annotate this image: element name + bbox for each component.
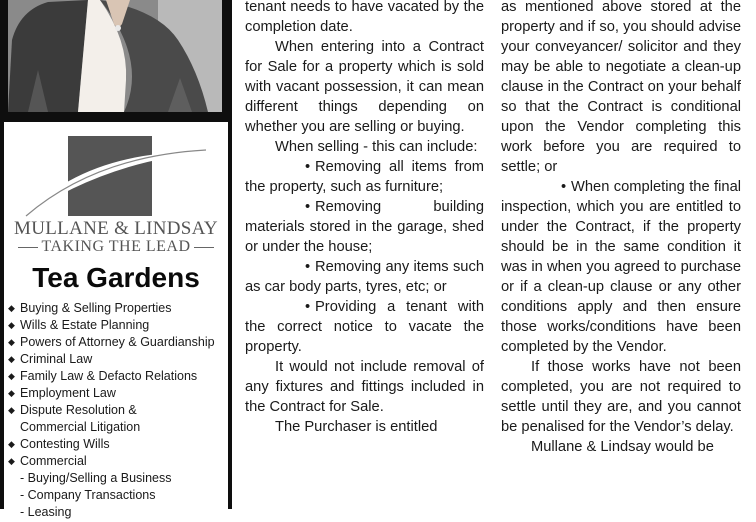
bullet-paragraph <box>245 197 484 257</box>
portrait-image <box>8 0 222 112</box>
article-paragraph <box>501 0 741 177</box>
bullet-paragraph <box>245 157 484 197</box>
service-item <box>8 419 215 436</box>
service-item <box>8 368 215 385</box>
service-label: Criminal Law <box>20 352 93 366</box>
service-label: Family Law & Defacto Relations <box>20 369 198 383</box>
article-column-2 <box>501 0 741 457</box>
diamond-bullet-icon: ◆ <box>8 337 15 347</box>
service-label: Buying & Selling Properties <box>20 301 172 315</box>
diamond-bullet-icon: ◆ <box>8 405 15 415</box>
bullet-paragraph <box>245 257 484 297</box>
paragraph-text: It would not include removal of any fixtures and fittings included in the Contract for Sale. <box>245 359 484 415</box>
service-item <box>8 402 215 419</box>
paragraph-text: Mullane & Lindsay would be <box>531 439 714 455</box>
diamond-bullet-icon: ◆ <box>8 456 15 466</box>
office-location: Tea Gardens <box>32 262 200 293</box>
law-firm-ad <box>4 122 228 522</box>
service-item <box>8 317 215 334</box>
article-paragraph <box>501 357 741 437</box>
service-label: Commercial <box>20 454 87 468</box>
service-item <box>8 487 215 504</box>
paragraph-text: Removing any items such as car body parts, tyres, etc; or <box>245 259 484 295</box>
article-column-1 <box>245 0 484 437</box>
article-paragraph <box>501 437 741 457</box>
bullet-icon: • <box>561 179 567 195</box>
diamond-bullet-icon: ◆ <box>8 303 15 313</box>
paragraph-text: The Purchaser is entitled <box>275 419 438 435</box>
service-label: Dispute Resolution & <box>20 403 137 417</box>
service-item <box>8 470 215 487</box>
paragraph-text: When completing the final inspection, which you are entitled to under the Contract, if the property should be in the same condition it was in when you agreed to purchase or if a clean-up clause or any other conditions apply and then ensure those works/conditions have been completed by the Vendor. <box>501 179 741 355</box>
service-label: Contesting Wills <box>20 437 110 451</box>
service-label: Employment Law <box>20 386 116 400</box>
paragraph-text: tenant needs to have vacated by the completion date. <box>245 0 484 35</box>
service-label: - Buying/Selling a Business <box>20 471 172 485</box>
bullet-icon: • <box>305 299 311 315</box>
service-label: - Company Transactions <box>20 488 156 502</box>
article-paragraph <box>245 137 484 157</box>
firm-logo-icon <box>16 130 216 220</box>
advertisement-sidebar <box>0 0 232 519</box>
service-item <box>8 300 215 317</box>
tagline-rule-right <box>194 247 214 248</box>
paragraph-text: as mentioned above stored at the property and if so, you should advise your conveyancer/ solicitor and they may be able to negotiate a clean-up clause in the Contract on your behalf so that the Contract is conditional upon the Vendor completing this work before you are required to settle; or <box>501 0 741 175</box>
tagline-rule-left <box>18 247 38 248</box>
service-label: Commercial Litigation <box>20 420 141 434</box>
diamond-bullet-icon: ◆ <box>8 371 15 381</box>
diamond-bullet-icon: ◆ <box>8 320 15 330</box>
bullet-icon: • <box>305 259 311 275</box>
paragraph-text: Removing building materials stored in the garage, shed or under the house; <box>245 199 484 255</box>
paragraph-text: When entering into a Contract for Sale for a property which is sold with vacant possession, it can mean different things depending on whether you are selling or buying. <box>245 39 484 135</box>
diamond-bullet-icon: ◆ <box>8 354 15 364</box>
bullet-icon: • <box>305 159 311 175</box>
firm-tagline <box>4 238 228 256</box>
diamond-bullet-icon: ◆ <box>8 439 15 449</box>
paragraph-text: Removing all items from the property, such as furniture; <box>245 159 484 195</box>
paragraph-text: Providing a tenant with the correct notice to vacate the property. <box>245 299 484 355</box>
article-paragraph <box>245 417 484 437</box>
bullet-paragraph <box>245 297 484 357</box>
service-label: Wills & Estate Planning <box>20 318 150 332</box>
service-item <box>8 436 215 453</box>
article-paragraph <box>245 357 484 417</box>
article-paragraph <box>245 37 484 137</box>
service-label: - Leasing <box>20 505 72 519</box>
services-list <box>8 300 215 521</box>
tagline-text: TAKING THE LEAD <box>41 238 191 255</box>
firm-name: MULLANE & LINDSAY <box>14 218 218 239</box>
service-item <box>8 385 215 402</box>
service-item <box>8 351 215 368</box>
service-item <box>8 334 215 351</box>
article-paragraph <box>245 0 484 37</box>
paragraph-text: When selling - this can include: <box>275 139 478 155</box>
diamond-bullet-icon: ◆ <box>8 388 15 398</box>
service-label: Powers of Attorney & Guardianship <box>20 335 215 349</box>
bullet-paragraph <box>501 177 741 357</box>
paragraph-text: If those works have not been completed, you are not required to settle until they are, and you cannot be penalised for the Vendor’s delay. <box>501 359 741 435</box>
portrait-photo <box>8 0 222 112</box>
bullet-icon: • <box>305 199 311 215</box>
service-item <box>8 453 215 470</box>
service-item <box>8 504 215 521</box>
